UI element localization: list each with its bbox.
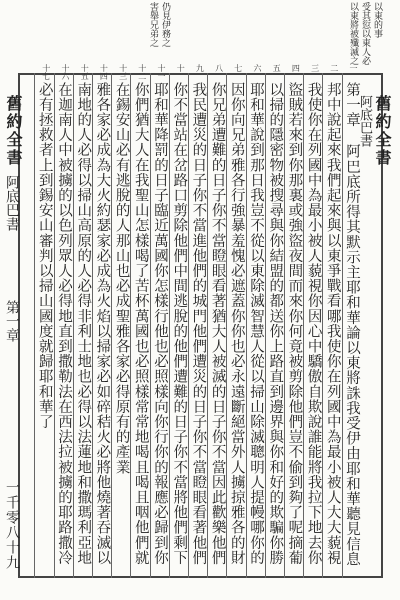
text-column: 以掃的隱密物被搜尋與你結盟的都送你上路直到邊界與你和好的欺騙你勝 (267, 82, 284, 566)
text-column: 我民遭災的日子你不當進他們的城門他們遭災的日子你不當瞪眼看著他們 (190, 82, 207, 566)
verse-number: 八 (214, 64, 224, 72)
text-column: 因你向兄弟雅各行強暴羞愧必遮蓋你你也必永遠斷絕當外人擄掠雅各的財 (228, 82, 245, 566)
verse-number: 十六 (61, 64, 70, 80)
verse-number: 九 (195, 64, 205, 72)
text-column: 邦中說起來我們起來與以東爭戰看哪我使你在列國中為最小被人大大藐視 (324, 82, 341, 566)
text-column: 你們猶大人在我聖山怎樣喝了苦杯萬國也必照樣常常地喝且喝且咽他們就 (132, 82, 149, 566)
verse-number: 七 (233, 64, 243, 72)
text-column: 南地的人必得以掃山高原的人必得非利士地也必得以法蓮地和撒瑪利亞地 (75, 82, 92, 566)
verse-number: 十五 (80, 64, 90, 80)
book-name-left: 阿底巴書 (4, 175, 20, 231)
text-column: 在錫安山必有逃脫的人那山也必成聖雅各家必得原有的產業 (113, 82, 130, 475)
margin-note: 仍見伊務之 (160, 2, 170, 47)
margin-note: 受其愆以東人必 (360, 2, 370, 65)
verse-number: 二 (329, 64, 339, 72)
text-column: 耶和華降罰的日子臨近萬國你怎樣行他也必照樣向你行你的報應必歸到你 (152, 82, 168, 566)
page-number: 一千零八十九 (4, 480, 20, 570)
verse-number: 五 (272, 64, 282, 72)
verse-number: 十二 (137, 64, 147, 80)
book-name-right: 阿底巴書 (357, 95, 372, 147)
verse-number: 十四 (99, 64, 109, 80)
column-rule (34, 73, 35, 578)
text-column: 雅各家必成為大火約瑟家必成為火焰以掃家必如碎秸火必將他燒著吞滅以 (94, 82, 111, 566)
text-column: 必有拯救者上到錫安山審判以掃山國度就歸耶和華了 (36, 82, 53, 430)
text-column: 耶和華說到那日我豈不從以東除滅智慧人從以掃山除滅聰明人提幔哪你的 (248, 82, 264, 566)
book-title-right: 舊約全書 (373, 95, 392, 167)
verse-number: 十七 (41, 64, 51, 80)
margin-note: 害舉兄弟之 (148, 2, 158, 47)
text-column: 你不當站在岔路口剪除他們中間逃脫的他們遭難的日子你不當將他們剩下 (171, 82, 188, 566)
verse-number: 十 (176, 64, 186, 72)
verse-number: 一 (349, 64, 358, 72)
text-column: 在迦南人中被擄的以色列眾人必得地直到撒勒法在西法拉被擄的耶路撒冷 (56, 82, 72, 566)
text-column: 我使你在列國中為最小被人藐視你因心中驕傲自欺說誰能將我拉下地去你 (305, 82, 322, 566)
chapter-label: 第一章 (4, 300, 20, 342)
text-column: 盜賊若來到你那裏或強盜夜間而來你何竟被剪除他們豈不偷到夠了呢摘葡 (286, 82, 303, 566)
book-title-left: 舊約全書 (4, 95, 23, 167)
text-column: 第一章 阿巴底所得其默示主耶和華論以東將誅我受伊由耶和華聽見信息 (344, 82, 360, 567)
verse-number: 六 (253, 64, 262, 72)
text-column: 你兄弟遭難的日子你不當瞪眼看著猶大人被滅的日子你不當因此歡樂他們 (209, 82, 226, 566)
verse-number: 十一 (157, 64, 166, 80)
verse-number: 四 (291, 64, 301, 72)
verse-number: 十三 (118, 64, 128, 80)
margin-note: 以東的事 (372, 2, 382, 38)
margin-note: 以東將被殲滅之 (348, 2, 358, 65)
verse-number: 三 (310, 64, 320, 72)
